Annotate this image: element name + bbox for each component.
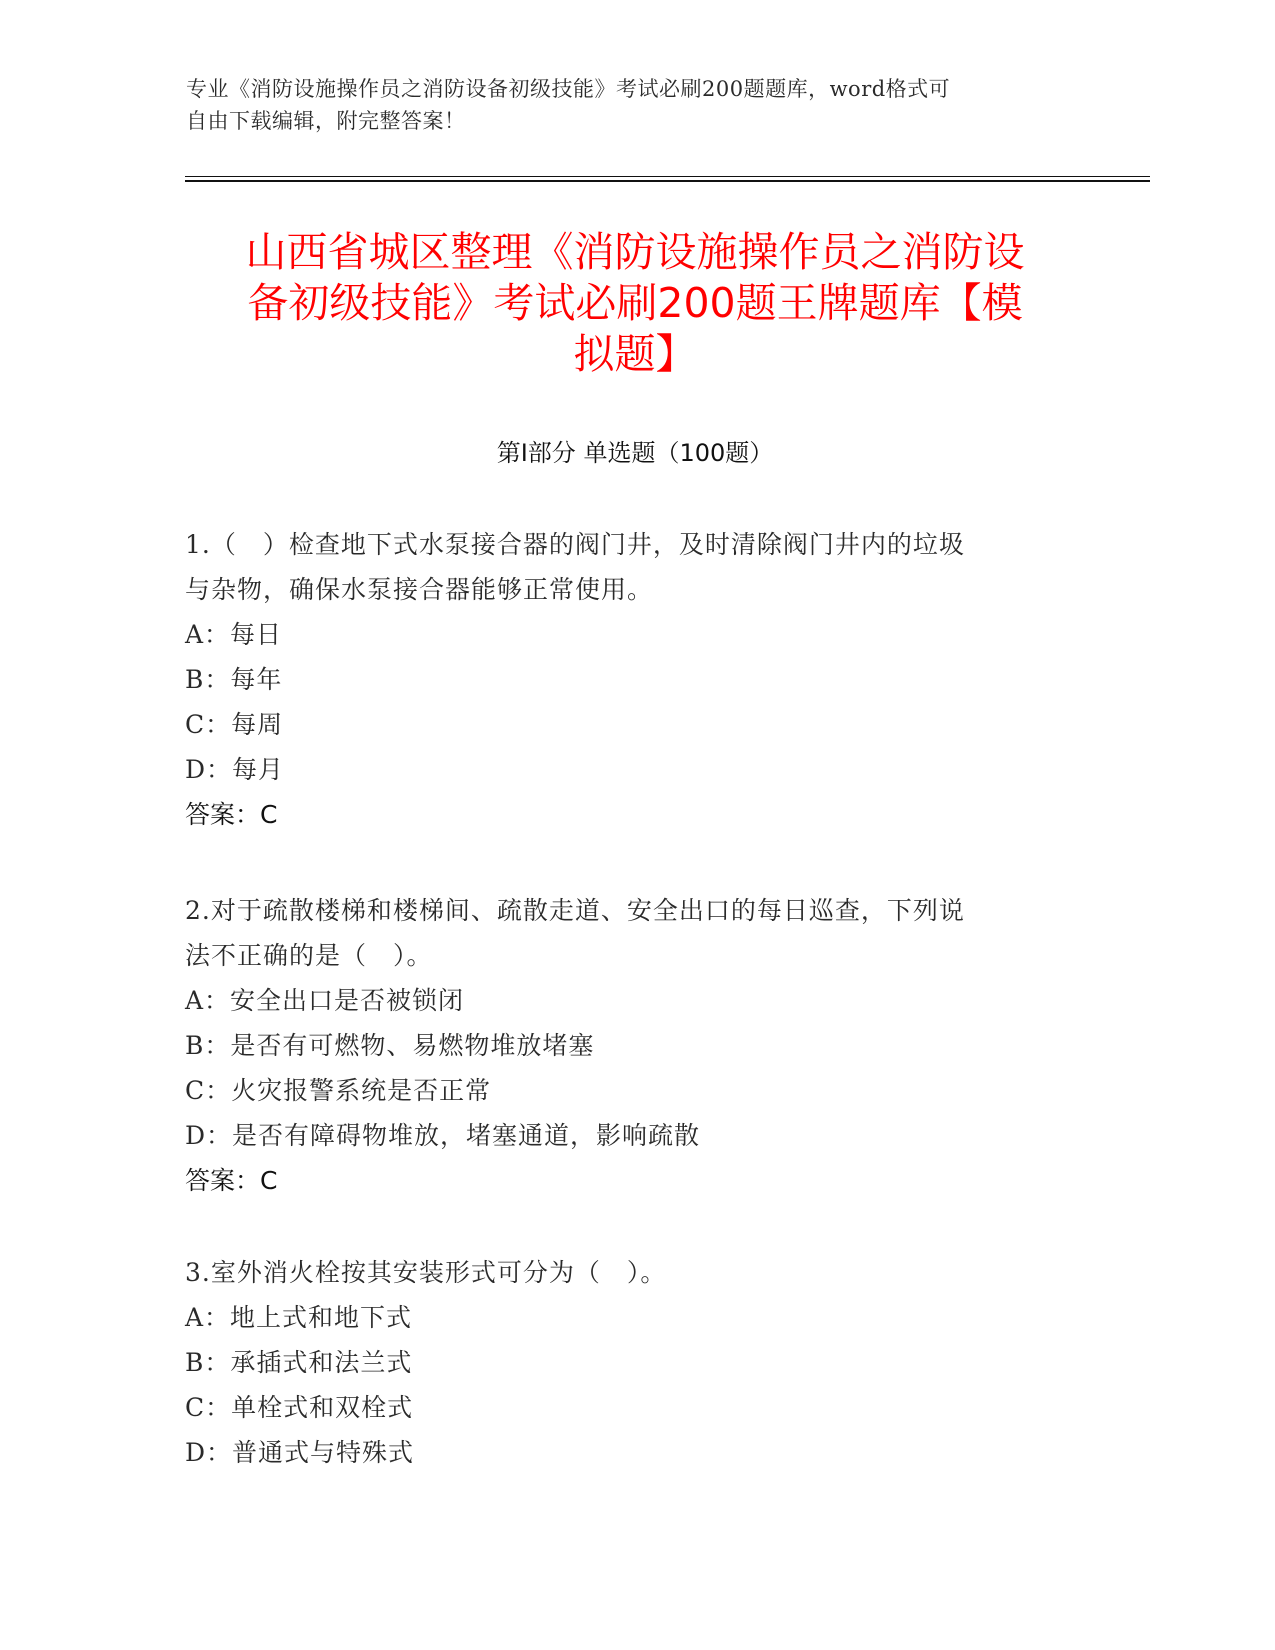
option-b: B：承插式和法兰式 <box>185 1348 413 1377</box>
header-divider-thick <box>185 180 1150 182</box>
header-line-1: 专业《消防设施操作员之消防设备初级技能》考试必刷200题题库，word格式可 <box>186 77 951 101</box>
question-stem-continued: 法不正确的是（ ）。 <box>185 941 433 970</box>
document-title <box>185 227 1085 380</box>
option-c: C：单栓式和双栓式 <box>185 1393 414 1422</box>
section-heading: 第I部分 单选题（100题） <box>496 439 774 467</box>
question-stem: 1.（ ）检查地下式水泵接合器的阀门井，及时清除阀门井内的垃圾 <box>185 530 965 559</box>
question-2 <box>185 888 1065 1203</box>
question-stem: 3.室外消火栓按其安装形式可分为（ ）。 <box>185 1258 667 1287</box>
option-d: D：是否有障碍物堆放，堵塞通道，影响疏散 <box>185 1121 701 1150</box>
document-header <box>186 73 1066 137</box>
option-a: A：每日 <box>185 620 283 649</box>
option-d: D：普通式与特殊式 <box>185 1438 415 1467</box>
option-a: A：安全出口是否被锁闭 <box>185 986 465 1015</box>
title-line-1: 山西省城区整理《消防设施操作员之消防设 <box>245 228 1025 276</box>
answer-line: 答案：C <box>185 800 278 829</box>
answer-line: 答案：C <box>185 1166 278 1195</box>
header-divider-thin <box>185 176 1150 177</box>
title-line-3: 拟题】 <box>573 330 697 378</box>
option-d: D：每月 <box>185 755 285 784</box>
option-c: C：火灾报警系统是否正常 <box>185 1076 492 1105</box>
question-3 <box>185 1250 1065 1475</box>
header-line-2: 自由下载编辑，附完整答案！ <box>186 109 466 133</box>
option-c: C：每周 <box>185 710 284 739</box>
option-b: B：每年 <box>185 665 283 694</box>
option-a: A：地上式和地下式 <box>185 1303 413 1332</box>
question-stem: 2.对于疏散楼梯和楼梯间、疏散走道、安全出口的每日巡查，下列说 <box>185 896 965 925</box>
option-b: B：是否有可燃物、易燃物堆放堵塞 <box>185 1031 595 1060</box>
title-line-2: 备初级技能》考试必刷200题王牌题库【模 <box>247 279 1023 327</box>
question-stem-continued: 与杂物，确保水泵接合器能够正常使用。 <box>185 575 654 604</box>
question-1 <box>185 522 1065 837</box>
